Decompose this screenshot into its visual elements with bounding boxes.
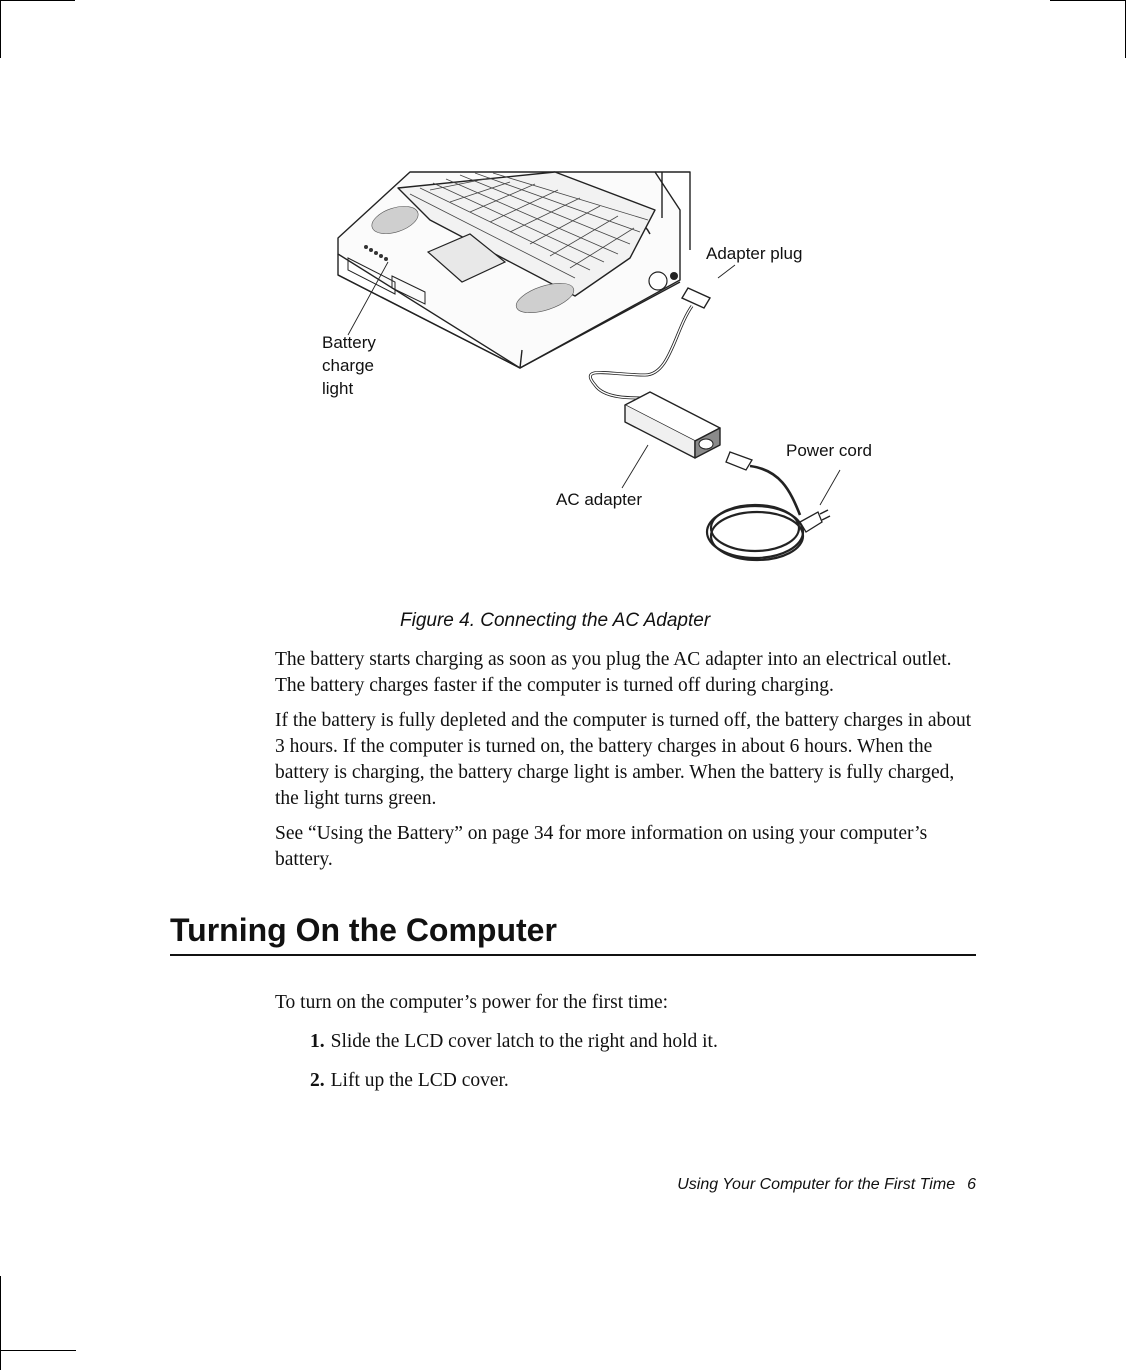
section-heading: Turning On the Computer <box>170 912 557 948</box>
paragraph-charging-intro: The battery starts charging as soon as you plug the AC adapter into an electrical outlet. The battery charges faster if the computer is turned off during charging. <box>275 649 952 696</box>
figure-illustration <box>300 170 900 585</box>
footer-title: Using Your Computer for the First Time <box>677 1176 956 1193</box>
paragraph-see-also: See “Using the Battery” on page 34 for more information on using your computer’s battery. <box>275 823 928 870</box>
step-number: 1. <box>310 1031 325 1052</box>
page-number: 6 <box>967 1176 976 1193</box>
crop-mark <box>0 0 1 58</box>
label-adapter-plug: Adapter plug <box>706 244 803 263</box>
figure-caption: Figure 4. Connecting the AC Adapter <box>400 610 711 631</box>
crop-mark <box>0 1276 1 1370</box>
label-battery-line3: light <box>322 379 354 398</box>
paragraph-charge-times: If the battery is fully depleted and the computer is turned off, the battery charges in about 3 hours. If the computer is turned on, the battery charges in about 6 hours. When the battery is charging, the battery charge light is amber. When the battery is fully charged, the light turns green. <box>275 710 972 809</box>
label-battery-line1: Battery <box>322 333 376 352</box>
step-text: Lift up the LCD cover. <box>330 1070 509 1091</box>
crop-mark <box>0 1350 76 1351</box>
section-intro: To turn on the computer’s power for the first time: <box>275 992 669 1013</box>
label-ac-adapter: AC adapter <box>556 490 642 509</box>
step-item <box>310 1068 509 1094</box>
step-text: Slide the LCD cover latch to the right and hold it. <box>330 1031 718 1052</box>
crop-mark <box>1050 0 1126 1</box>
label-battery-line2: charge <box>322 356 374 375</box>
laptop-adapter-drawing <box>300 170 900 585</box>
heading-rule <box>170 954 976 956</box>
step-number: 2. <box>310 1070 325 1091</box>
crop-mark <box>0 0 75 1</box>
page-footer <box>677 1176 976 1194</box>
step-item <box>310 1029 718 1055</box>
label-power-cord: Power cord <box>786 441 872 460</box>
